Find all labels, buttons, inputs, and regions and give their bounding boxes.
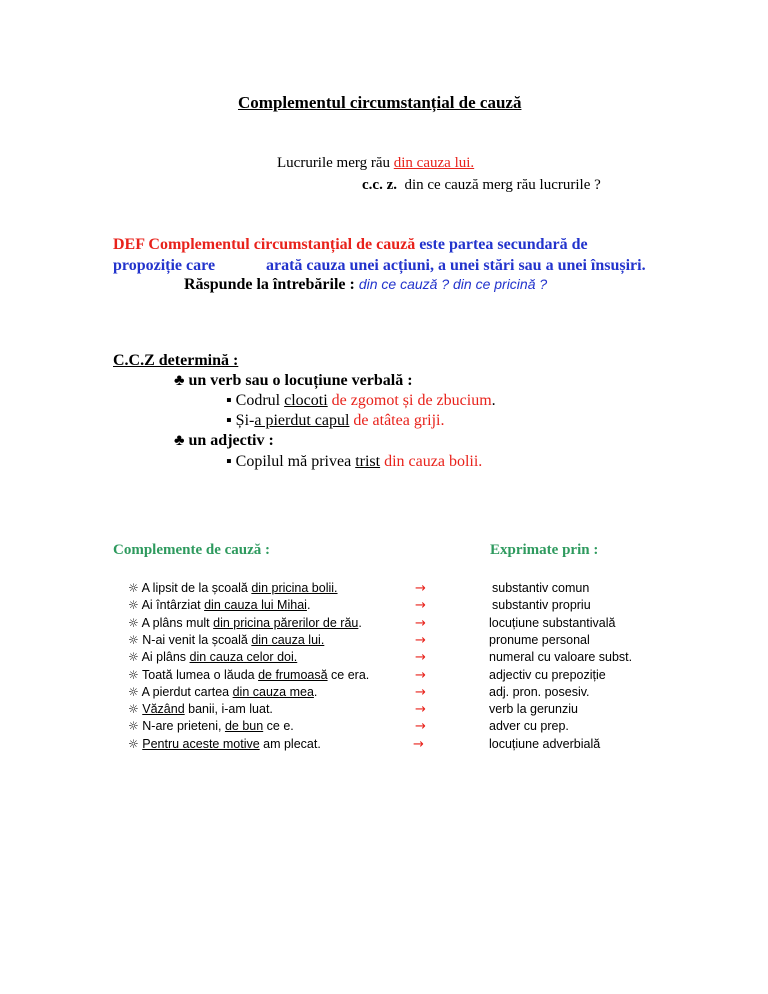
definition-line-2b xyxy=(266,257,646,275)
ex1-pre: Codrul xyxy=(235,392,285,409)
row-cause: din pricina bolii. xyxy=(251,581,338,595)
arrow-icon: → xyxy=(415,632,426,648)
row-expressed-by: locuțiune adverbială xyxy=(489,736,601,751)
sun-icon: ☼ xyxy=(128,615,139,630)
column-heading-complements: Complemente de cauză : xyxy=(113,542,271,558)
row-expressed-by: adj. pron. posesiv. xyxy=(489,684,590,699)
arrow-icon: → xyxy=(415,598,426,614)
arrow-icon: → xyxy=(413,736,424,752)
table-row xyxy=(128,719,294,733)
row-expressed-by: adver cu prep. xyxy=(489,719,569,734)
sun-icon: ☼ xyxy=(128,719,139,734)
arrow-icon: → xyxy=(415,650,426,666)
row-text-pre: A plâns mult xyxy=(141,615,214,630)
def-text-2b: arată cauza unei acțiuni, a unei stări sau a unei însușiri. xyxy=(266,257,646,274)
ex3-cause: din cauza bolii. xyxy=(384,453,483,470)
row-expressed-by: pronume personal xyxy=(489,632,590,647)
club-icon: ♣ xyxy=(174,372,185,389)
row-text-post: banii, i-am luat. xyxy=(184,702,273,717)
row-cause: Pentru aceste motive xyxy=(142,736,260,751)
def-text-2a: propoziție care xyxy=(113,257,216,274)
table-row xyxy=(128,702,273,716)
sun-icon: ☼ xyxy=(128,598,139,613)
row-text-post: . xyxy=(313,684,318,699)
club-icon: ♣ xyxy=(174,432,185,449)
arrow-icon: → xyxy=(415,667,426,683)
ex3-adj: trist xyxy=(355,453,381,470)
bullet-icon: ▪ xyxy=(226,453,232,470)
answers-label: Răspunde la întrebările : xyxy=(184,276,355,293)
row-cause: din cauza lui. xyxy=(251,632,325,647)
table-row xyxy=(128,616,362,630)
definition-line-2 xyxy=(113,257,215,275)
row-text-pre: N-are prieteni, xyxy=(142,719,225,734)
row-text-post: . xyxy=(306,598,311,613)
row-text-post: am plecat. xyxy=(259,736,321,751)
row-text-pre: A lipsit de la școală xyxy=(141,581,252,595)
row-text-pre: Ai plâns xyxy=(141,650,190,665)
sun-icon: ☼ xyxy=(128,736,139,751)
row-text-pre: Toată lumea o lăuda xyxy=(142,667,259,682)
row-text-post: ce era. xyxy=(327,667,370,682)
row-text-post: ce e. xyxy=(263,719,294,734)
table-row xyxy=(128,598,310,612)
page-title: Complementul circumstanțial de cauză xyxy=(238,93,522,112)
row-cause: din cauza mea xyxy=(232,684,314,699)
row-expressed-by: locuțiune substantivală xyxy=(489,615,616,630)
row-cause: din cauza celor doi. xyxy=(189,650,298,665)
row-expressed-by: substantiv comun xyxy=(492,581,590,595)
def-term: Complementul circumstanțial de cauză xyxy=(148,236,416,253)
sun-icon: ☼ xyxy=(128,684,139,699)
table-row xyxy=(128,685,317,699)
arrow-icon: → xyxy=(415,615,426,631)
row-text-pre: A pierdut cartea xyxy=(141,684,233,699)
ex2-cause: de atâtea griji. xyxy=(353,412,445,429)
row-text-pre: Ai întârziat xyxy=(141,598,205,613)
row-text-pre: N-ai venit la școală xyxy=(142,632,252,647)
arrow-icon: → xyxy=(415,719,426,735)
answers-questions: din ce cauză ? din ce pricină ? xyxy=(358,276,548,292)
adj-example xyxy=(226,453,482,471)
verb-heading-line xyxy=(174,372,413,390)
sun-icon: ☼ xyxy=(128,581,139,595)
ex2-verb: a pierdut capul xyxy=(254,412,350,429)
example-sentence-cause: din cauza lui. xyxy=(393,155,475,171)
sun-icon: ☼ xyxy=(128,650,139,665)
sun-icon: ☼ xyxy=(128,702,139,717)
column-heading-expressed: Exprimate prin : xyxy=(490,542,599,558)
arrow-icon: → xyxy=(415,702,426,718)
arrow-icon: → xyxy=(415,581,426,596)
example-question: din ce cauză merg rău lucrurile ? xyxy=(404,177,601,193)
row-cause: Văzând xyxy=(142,702,185,717)
adj-heading-line xyxy=(174,432,274,450)
ccz-label: c.c. z. xyxy=(362,177,397,193)
row-expressed-by: verb la gerunziu xyxy=(489,702,578,717)
table-row xyxy=(128,737,321,751)
row-cause: de bun xyxy=(224,719,264,734)
row-cause: din pricina părerilor de rău xyxy=(213,615,359,630)
determines-heading: C.C.Z determină : xyxy=(113,352,239,369)
table-row xyxy=(128,650,297,664)
arrow-icon: → xyxy=(415,684,426,700)
ex2-pre: Și- xyxy=(235,412,255,429)
bullet-icon: ▪ xyxy=(226,412,232,429)
table-row xyxy=(128,668,369,682)
row-text-post: . xyxy=(358,615,362,630)
ex1-cause: de zgomot și de zbucium xyxy=(331,392,492,409)
row-cause: de frumoasă xyxy=(258,667,328,682)
table-row xyxy=(128,633,324,647)
row-expressed-by: adjectiv cu prepoziție xyxy=(489,667,606,682)
def-label: DEF xyxy=(113,236,145,253)
example-sentence xyxy=(277,155,474,172)
ex3-pre: Copilul mă privea xyxy=(235,453,356,470)
sun-icon: ☼ xyxy=(128,667,139,682)
def-text-1: este partea secundară de xyxy=(419,236,588,253)
answers-line xyxy=(184,276,547,294)
verb-example-1 xyxy=(226,392,496,410)
ex1-verb: clocoti xyxy=(284,392,328,409)
row-expressed-by: numeral cu valoare subst. xyxy=(489,650,633,665)
bullet-icon: ▪ xyxy=(226,392,232,409)
example-question-line xyxy=(362,177,601,194)
verb-example-2 xyxy=(226,412,444,430)
definition-line-1 xyxy=(113,236,588,254)
row-expressed-by: substantiv propriu xyxy=(492,598,591,613)
verb-heading: un verb sau o locuțiune verbală : xyxy=(188,372,413,389)
table-row xyxy=(128,581,338,595)
example-sentence-start: Lucrurile merg rău xyxy=(277,155,394,171)
ex1-end: . xyxy=(491,392,496,409)
adj-heading: un adjectiv : xyxy=(188,432,274,449)
row-cause: din cauza lui Mihai xyxy=(204,598,307,613)
sun-icon: ☼ xyxy=(128,632,139,647)
